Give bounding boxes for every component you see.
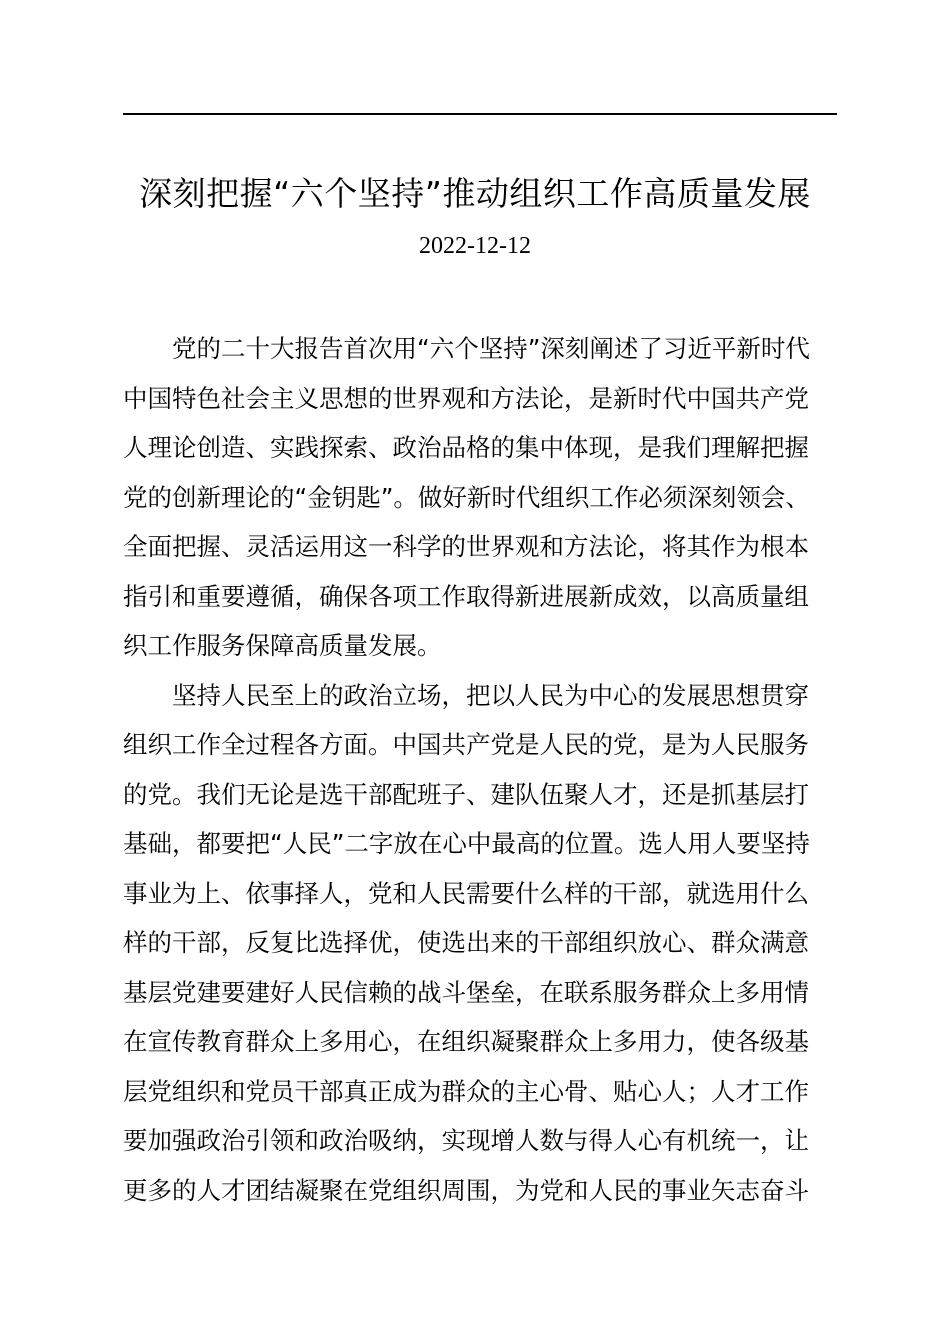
paragraph-2-line-1: 坚持人民至上的政治立场，把以人民为中心的发展思想贯穿	[172, 680, 809, 710]
paragraph-1-line-2: 中国特色社会主义思想的世界观和方法论，是新时代中国共产党	[123, 383, 809, 413]
paragraph-1-line-7: 织工作服务保障高质量发展。	[123, 631, 442, 660]
paragraph-1-line-6: 指引和重要遵循，确保各项工作取得新进展新成效，以高质量组	[123, 581, 809, 611]
paragraph-1-line-3: 人理论创造、实践探索、政治品格的集中体现，是我们理解把握	[123, 433, 809, 462]
paragraph-2-line-10: 要加强政治引领和政治吸纳，实现增人数与得人心有机统一，让	[123, 1126, 809, 1155]
paragraph-2-line-11: 更多的人才团结凝聚在党组织周围，为党和人民的事业矢志奋斗	[123, 1175, 809, 1205]
header-rule	[123, 113, 837, 115]
paragraph-1-line-5: 全面把握、灵活运用这一科学的世界观和方法论，将其作为根本	[123, 532, 809, 561]
paragraph-2-line-8: 在宣传教育群众上多用心，在组织凝聚群众上多用力，使各级基	[123, 1027, 809, 1056]
document-body	[123, 324, 837, 1215]
paragraph-2-line-5: 事业为上、依事择人，党和人民需要什么样的干部，就选用什么	[123, 878, 809, 908]
paragraph-2-line-6: 样的干部，反复比选择优，使选出来的干部组织放心、群众满意	[123, 928, 809, 957]
paragraph-2-line-7: 基层党建要建好人民信赖的战斗堡垒，在联系服务群众上多用情	[123, 977, 809, 1007]
document-title: 深刻把握“六个坚持”推动组织工作高质量发展	[139, 174, 811, 213]
paragraph-2-line-9: 层党组织和党员干部真正成为群众的主心骨、贴心人；人才工作	[123, 1076, 809, 1106]
paragraph-2-line-2: 组织工作全过程各方面。中国共产党是人民的党，是为人民服务	[123, 730, 809, 759]
paragraph-2-line-4: 基础，都要把“人民”二字放在心中最高的位置。选人用人要坚持	[123, 829, 810, 858]
paragraph-2-line-3: 的党。我们无论是选干部配班子、建队伍聚人才，还是抓基层打	[123, 779, 809, 809]
paragraph-1-line-1: 党的二十大报告首次用“六个坚持”深刻阐述了习近平新时代	[172, 334, 810, 363]
paragraph-1-line-4: 党的创新理论的“金钥匙”。做好新时代组织工作必须深刻领会、	[123, 482, 810, 512]
document-date: 2022-12-12	[419, 233, 531, 259]
